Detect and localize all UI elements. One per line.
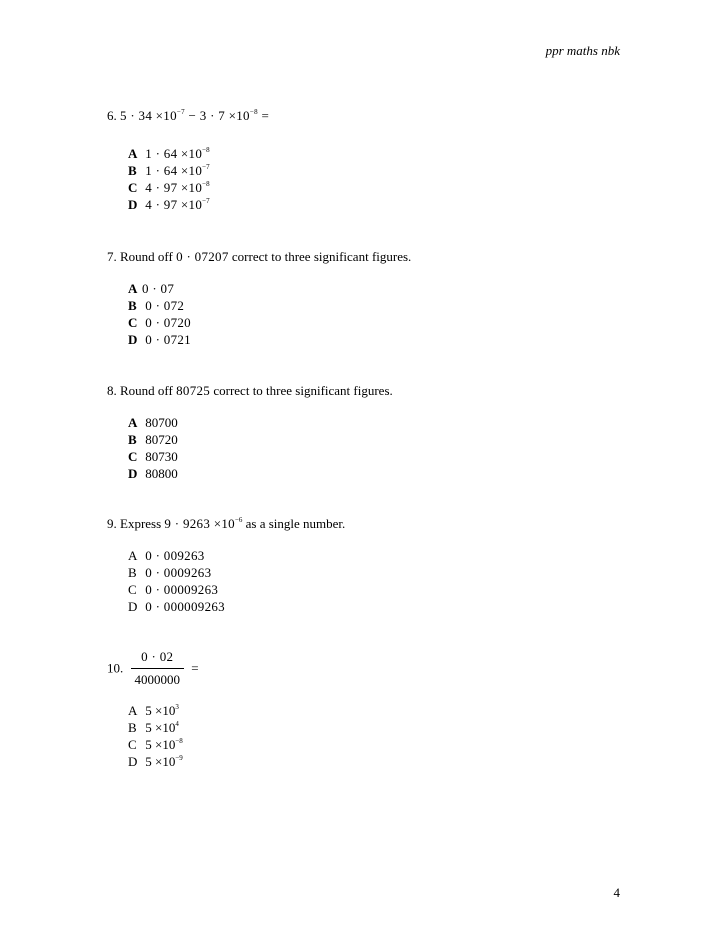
question-number: 8. [107,383,117,398]
option-letter: D [128,466,138,481]
option-exponent: −7 [202,163,210,171]
option-d[interactable] [128,753,627,770]
options-list [128,414,627,482]
stem-text-post: correct to three significant figures. [231,249,412,264]
option-b[interactable] [128,564,627,581]
option-a[interactable] [128,280,627,297]
equals-sign: = [257,108,270,123]
stem-value: 0 · 07207 [176,249,229,264]
option-letter: A [128,548,138,563]
question-9 [107,515,627,615]
option-letter: B [128,432,137,447]
option-letter: C [128,180,138,195]
stem-text-pre: Round off [120,383,173,398]
option-text: 80700 [145,415,178,430]
option-letter: D [128,332,138,347]
option-c[interactable] [128,314,627,331]
option-text: 0 · 0720 [145,315,191,330]
option-c[interactable] [128,736,627,753]
option-mantissa: 5 ×10 [145,754,176,769]
option-text: 0 · 000009263 [145,599,225,614]
equals-sign: = [191,660,199,676]
term-a-exponent: −7 [176,108,185,116]
option-mantissa: 1 · 64 ×10 [145,146,203,161]
option-letter: C [128,315,138,330]
option-letter: C [128,582,137,597]
option-letter: B [128,298,137,313]
option-a[interactable] [128,702,627,719]
option-letter: D [128,599,138,614]
option-a[interactable] [128,145,627,162]
option-text: 0 · 07 [142,281,175,296]
option-exponent: −7 [202,197,210,205]
question-stem [107,248,627,266]
option-mantissa: 5 ×10 [145,720,176,735]
options-list [128,547,627,615]
option-exponent: −9 [175,754,183,762]
options-list [128,280,627,348]
option-c[interactable] [128,581,627,598]
option-d[interactable] [128,331,627,348]
option-mantissa: 4 · 97 ×10 [145,197,203,212]
option-d[interactable] [128,465,627,482]
question-number: 7. [107,249,117,264]
option-letter: B [128,565,137,580]
option-letter: A [128,281,138,296]
option-text: 80730 [145,449,178,464]
option-letter: C [128,737,137,752]
options-list [128,702,627,770]
option-c[interactable] [128,179,627,196]
stem-text-pre: Round off [120,249,173,264]
question-number: 10. [107,660,124,676]
option-letter: B [128,163,137,178]
option-letter: D [128,754,138,769]
option-d[interactable] [128,196,627,213]
term-a-mantissa: 5 · 34 ×10 [120,108,177,123]
option-exponent: 4 [175,720,179,728]
option-text: 0 · 009263 [145,548,205,563]
fraction-numerator: 0 · 02 [131,648,185,669]
page-number: 4 [613,885,620,900]
fraction-denominator: 4000000 [134,672,180,687]
term-b-exponent: −8 [249,108,258,116]
option-exponent: −8 [202,180,210,188]
option-exponent: −8 [175,737,183,745]
option-letter: A [128,703,138,718]
option-exponent: 3 [175,703,179,711]
option-a[interactable] [128,414,627,431]
stem-text-post: correct to three significant figures. [213,383,393,398]
option-text: 80800 [145,466,178,481]
stem-mantissa: 9 · 9263 ×10 [164,516,235,531]
option-b[interactable] [128,162,627,179]
question-stem [107,382,627,400]
stem-text-post: as a single number. [245,516,346,531]
question-stem [107,515,627,533]
question-number: 6. [107,108,117,123]
question-stem [107,648,627,688]
option-mantissa: 4 · 97 ×10 [145,180,203,195]
option-letter: C [128,449,138,464]
option-mantissa: 5 ×10 [145,703,176,718]
option-b[interactable] [128,719,627,736]
option-text: 0 · 072 [145,298,185,313]
stem-text-pre: Express [120,516,162,531]
term-b-mantissa: 3 · 7 ×10 [199,108,250,123]
question-number: 9. [107,516,117,531]
option-text: 0 · 0009263 [145,565,212,580]
fraction [131,648,185,689]
option-letter: B [128,720,137,735]
option-letter: A [128,415,138,430]
stem-value: 80725 [176,383,211,398]
question-6 [107,107,627,213]
question-stem [107,107,627,125]
option-text: 80720 [145,432,178,447]
question-8 [107,382,627,482]
option-b[interactable] [128,297,627,314]
question-7 [107,248,627,348]
option-text: 0 · 00009263 [145,582,219,597]
options-list [128,145,627,213]
option-mantissa: 1 · 64 ×10 [145,163,203,178]
option-a[interactable] [128,547,627,564]
expression [120,108,269,123]
option-letter: D [128,197,138,212]
option-c[interactable] [128,448,627,465]
page-header: ppr maths nbk [545,43,620,58]
option-d[interactable] [128,598,627,615]
option-mantissa: 5 ×10 [145,737,176,752]
operator: − [184,108,200,123]
question-10 [107,648,627,770]
option-text: 0 · 0721 [145,332,191,347]
option-letter: A [128,146,138,161]
option-exponent: −8 [202,146,210,154]
stem-exponent: −6 [234,516,243,524]
option-b[interactable] [128,431,627,448]
